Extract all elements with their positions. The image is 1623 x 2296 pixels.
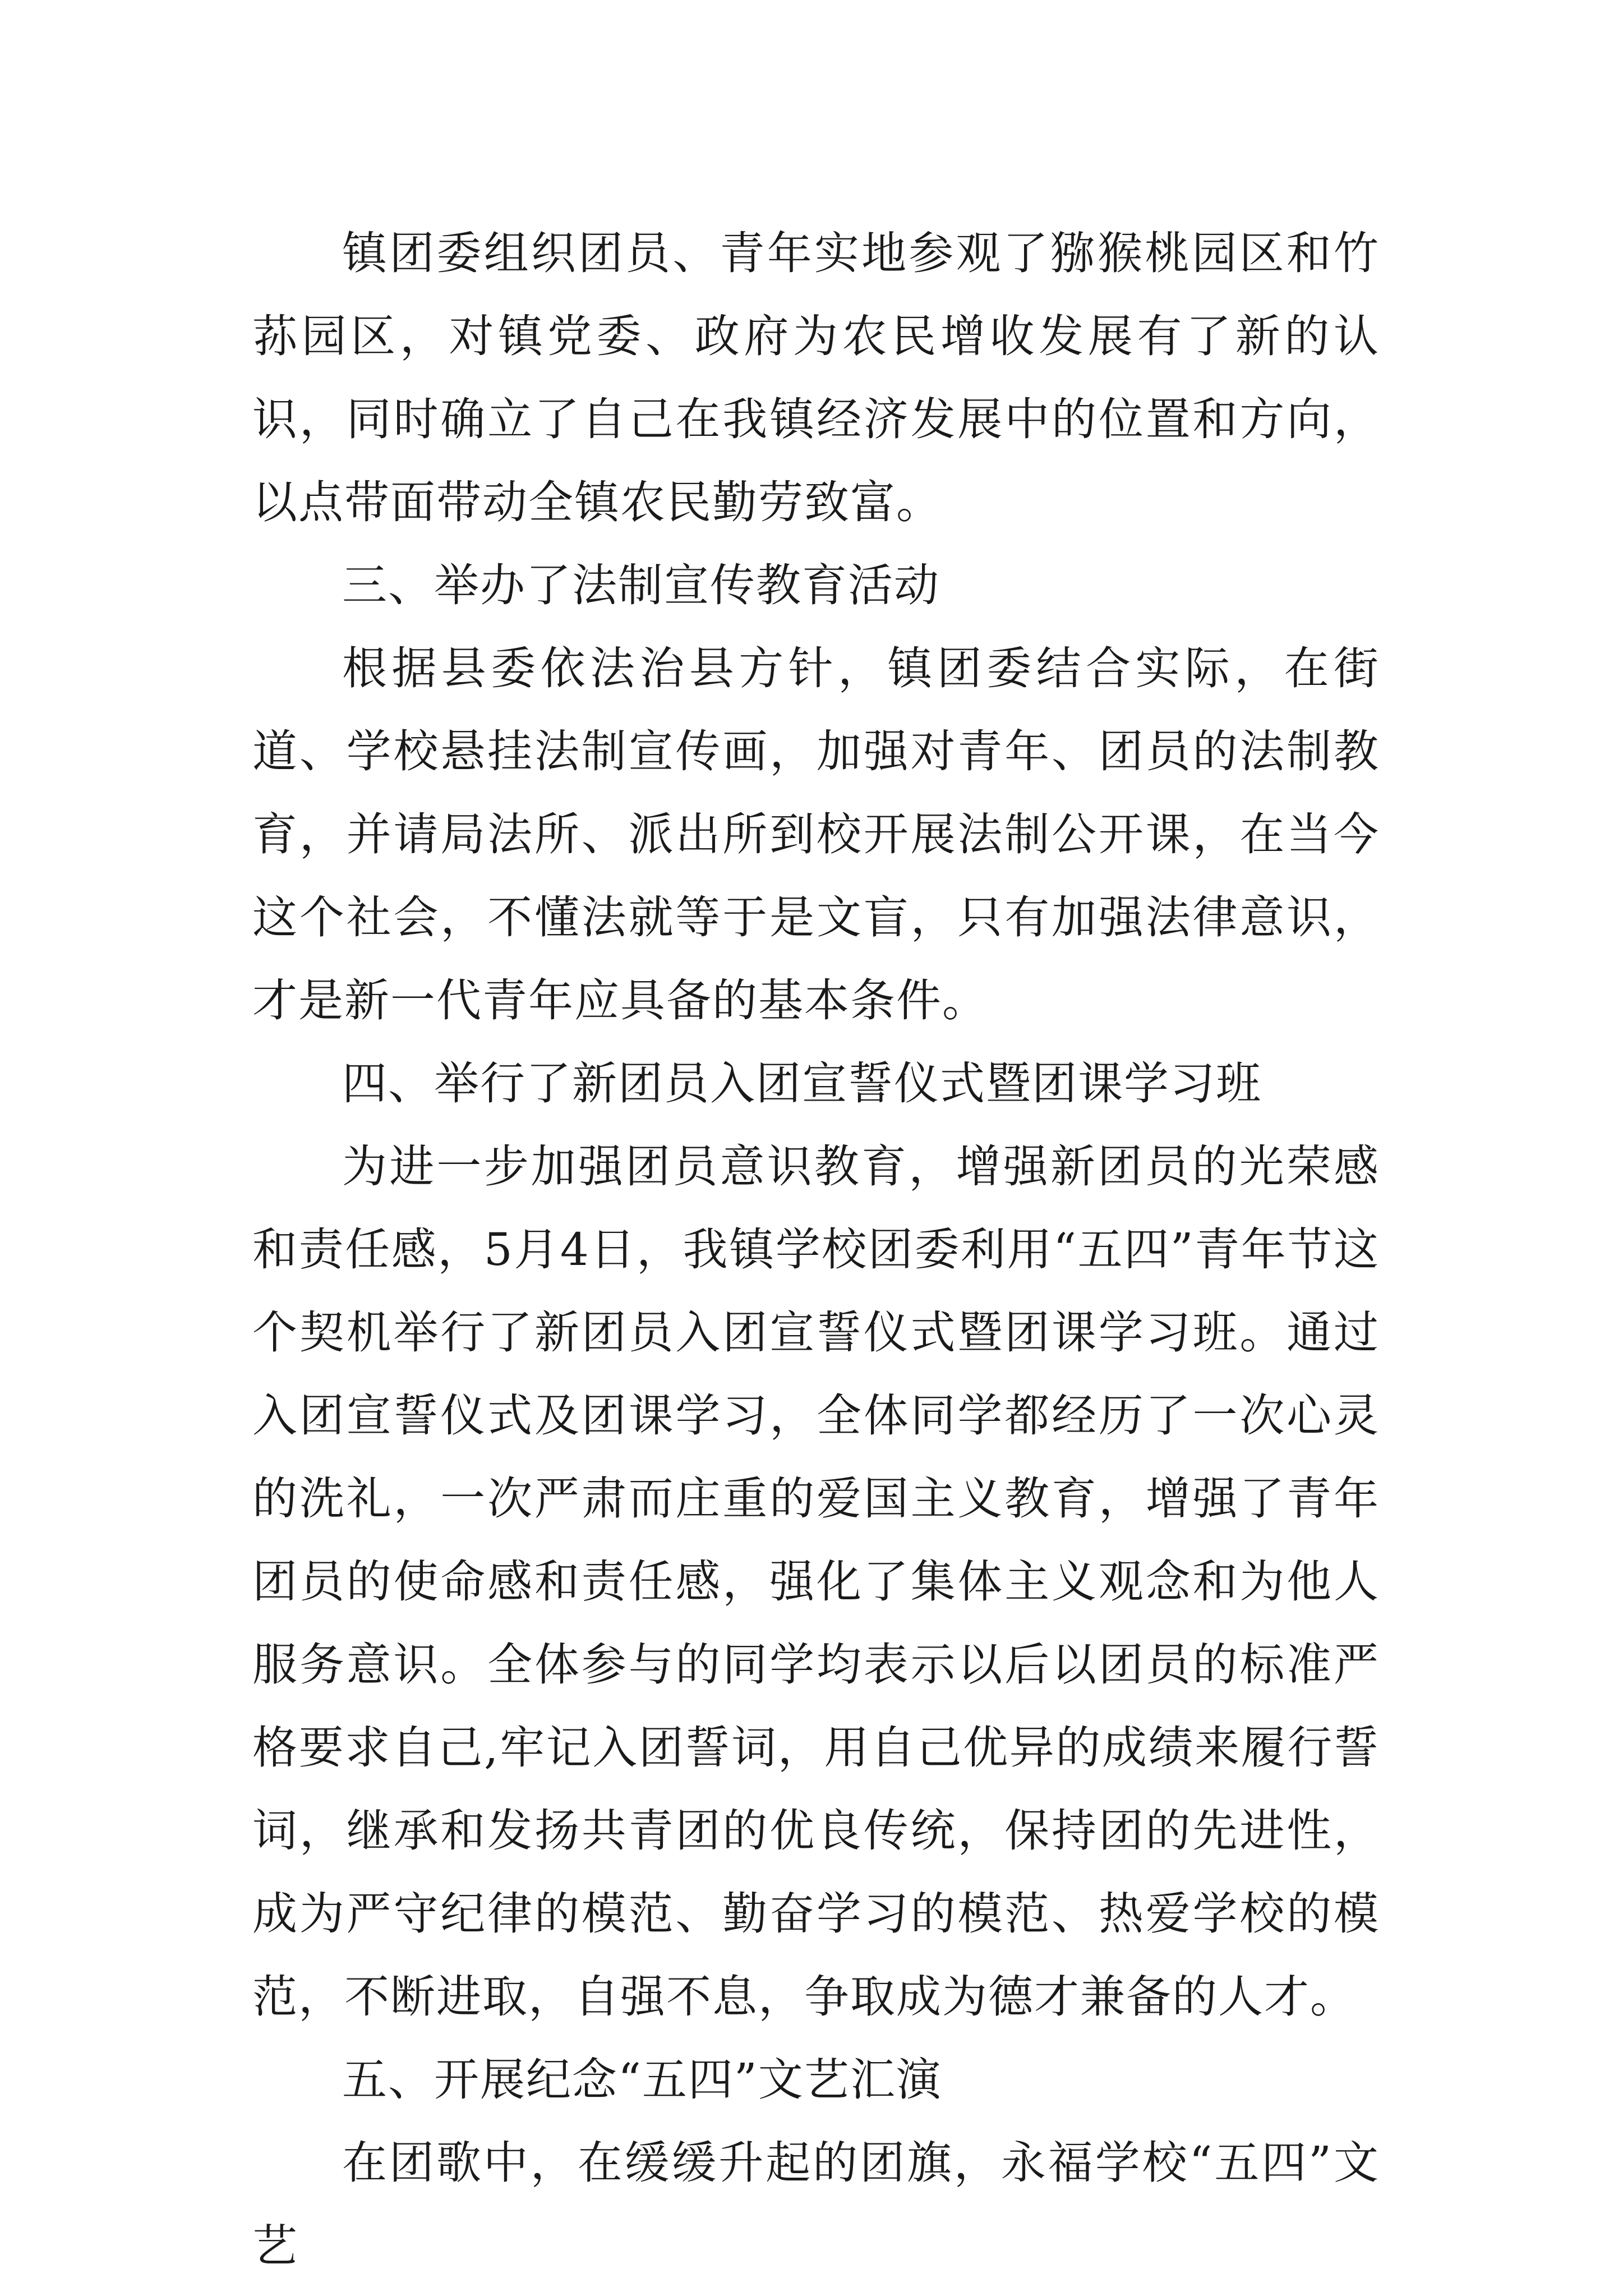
- section-heading-may-fourth-performance: 五、开展纪念“五四”文艺汇演: [342, 2054, 942, 2106]
- section-heading-oath-ceremony: 四、举行了新团员入团宣誓仪式暨团课学习班: [342, 1057, 1262, 1110]
- paragraph-may-fourth-performance: 在团歌中，在缓缓升起的团旗，永福学校“五四”文艺: [252, 2137, 1380, 2272]
- paragraph-legal-education: 根据县委依法治县方针，镇团委结合实际，在街道、学校悬挂法制宣传画，加强对青年、团员的法制教育，并请局法所、派出所到校开展法制公开课，在当今这个社会，不懂法就等于是文盲，只有加强法律意识，才是新一代青年应具备的基本条件。: [252, 642, 1380, 1027]
- paragraph-oath-ceremony: 为进一步加强团员意识教育，增强新团员的光荣感和责任感，5月4日，我镇学校团委利用“五四”青年节这个契机举行了新团员入团宣誓仪式暨团课学习班。通过入团宣誓仪式及团课学习，全体同学都经历了一次心灵的洗礼，一次严肃而庄重的爱国主义教育，增强了青年团员的使命感和责任感，强化了集体主义观念和为他人服务意识。全体参与的同学均表示以后以团员的标准严格要求自己,牢记入团誓词，用自己优异的成绩来履行誓词，继承和发扬共青团的优良传统，保持团的先进性，成为严守纪律的模范、勤奋学习的模范、热爱学校的模范，不断进取，自强不息，争取成为德才兼备的人才。: [252, 1140, 1380, 2023]
- document-body: [252, 212, 1380, 2288]
- paragraph-park-visit: 镇团委组织团员、青年实地参观了猕猴桃园区和竹荪园区，对镇党委、政府为农民增收发展有了新的认识，同时确立了自己在我镇经济发展中的位置和方向，以点带面带动全镇农民勤劳致富。: [252, 227, 1380, 528]
- section-heading-legal-education: 三、举办了法制宣传教育活动: [342, 559, 940, 611]
